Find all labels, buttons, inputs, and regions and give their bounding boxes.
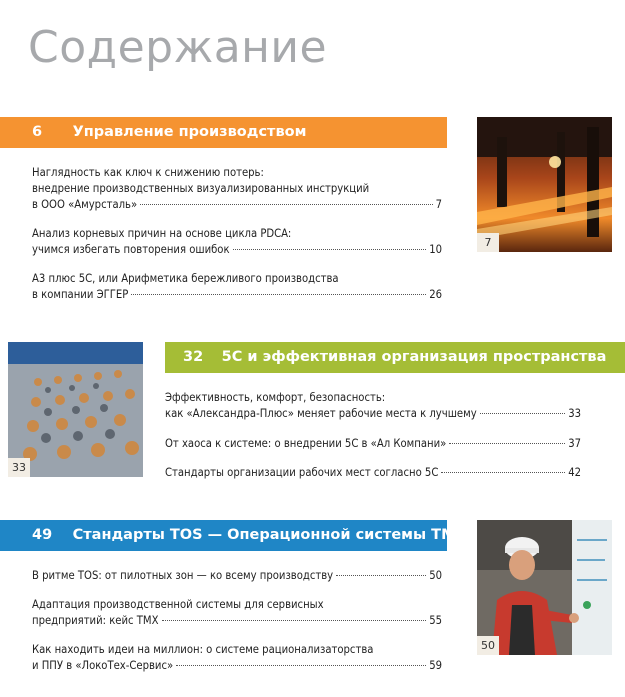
worker-whiteboard-photo[interactable]	[477, 520, 612, 655]
section-number: 49	[32, 527, 53, 543]
dot-leader	[480, 412, 566, 414]
entry-line: От хаоса к системе: о внедрении 5С в «Ал Компани»	[165, 437, 447, 450]
entry-line: Эффективность, комфорт, безопасность:	[165, 391, 386, 404]
tool-rack-photo[interactable]	[8, 342, 143, 477]
toc-entry[interactable]	[165, 465, 581, 481]
dot-leader	[441, 471, 565, 473]
section-band-tos[interactable]	[0, 520, 467, 551]
section-band-5s[interactable]	[165, 342, 625, 373]
section-title: 5С и эффективная организация пространства	[221, 349, 607, 365]
page-number: 50	[429, 569, 442, 582]
steel-mill-photo[interactable]	[477, 117, 612, 252]
entry-line: предприятий: кейс ТМХ	[32, 614, 159, 627]
photo-page-badge: 7	[477, 233, 499, 252]
page-number: 59	[429, 659, 442, 672]
dot-leader	[176, 664, 426, 666]
dot-leader	[162, 619, 427, 621]
section-number: 32	[183, 349, 204, 365]
page-number: 33	[568, 407, 581, 420]
section-band-production[interactable]	[0, 117, 447, 148]
dot-leader	[336, 574, 426, 576]
toc-entry[interactable]	[32, 597, 442, 629]
toc-entry[interactable]	[32, 271, 442, 303]
entry-line: внедрение производственных визуализированных инструкций	[32, 182, 370, 195]
section-number: 6	[32, 124, 43, 140]
toc-entry[interactable]	[165, 390, 581, 422]
page-number: 37	[568, 437, 581, 450]
dot-leader	[140, 203, 432, 205]
dot-leader	[233, 248, 427, 250]
photo-page-badge: 33	[8, 458, 30, 477]
page-number: 26	[429, 288, 442, 301]
entry-line: в компании ЭГГЕР	[32, 288, 129, 301]
entry-line: Анализ корневых причин на основе цикла PDCA:	[32, 227, 292, 240]
section-title: Управление производством	[72, 124, 307, 140]
page-number: 42	[568, 466, 581, 479]
photo-page-badge: 50	[477, 636, 499, 655]
entry-line: А3 плюс 5С, или Арифметика бережливого производства	[32, 272, 339, 285]
dot-leader	[131, 293, 426, 295]
toc-entry[interactable]	[32, 165, 442, 213]
entry-line: Наглядность как ключ к снижению потерь:	[32, 166, 264, 179]
entry-line: и ППУ в «ЛокоТех-Сервис»	[32, 659, 174, 672]
entry-line: Адаптация производственной системы для сервисных	[32, 598, 324, 611]
toc-entry[interactable]	[165, 436, 581, 452]
page-number: 10	[429, 243, 442, 256]
entry-line: как «Александра-Плюс» меняет рабочие места к лучшему	[165, 407, 477, 420]
entry-line: учимся избегать повторения ошибок	[32, 243, 230, 256]
toc-entry[interactable]	[32, 226, 442, 258]
toc-entry[interactable]	[32, 642, 442, 674]
entry-line: в ООО «Амурсталь»	[32, 198, 138, 211]
entry-line: В ритме TOS: от пилотных зон — ко всему производству	[32, 569, 334, 582]
page-number: 7	[435, 198, 442, 211]
toc-entry[interactable]	[32, 568, 442, 584]
dot-leader	[449, 442, 565, 444]
entry-line: Стандарты организации рабочих мест согласно 5С	[165, 466, 439, 479]
page-number: 55	[429, 614, 442, 627]
section-title: Стандарты TOS — Операционной системы ТМХ	[72, 527, 467, 543]
entry-line: Как находить идеи на миллион: о системе рационализаторства	[32, 643, 374, 656]
page-title: Содержание	[28, 22, 328, 73]
